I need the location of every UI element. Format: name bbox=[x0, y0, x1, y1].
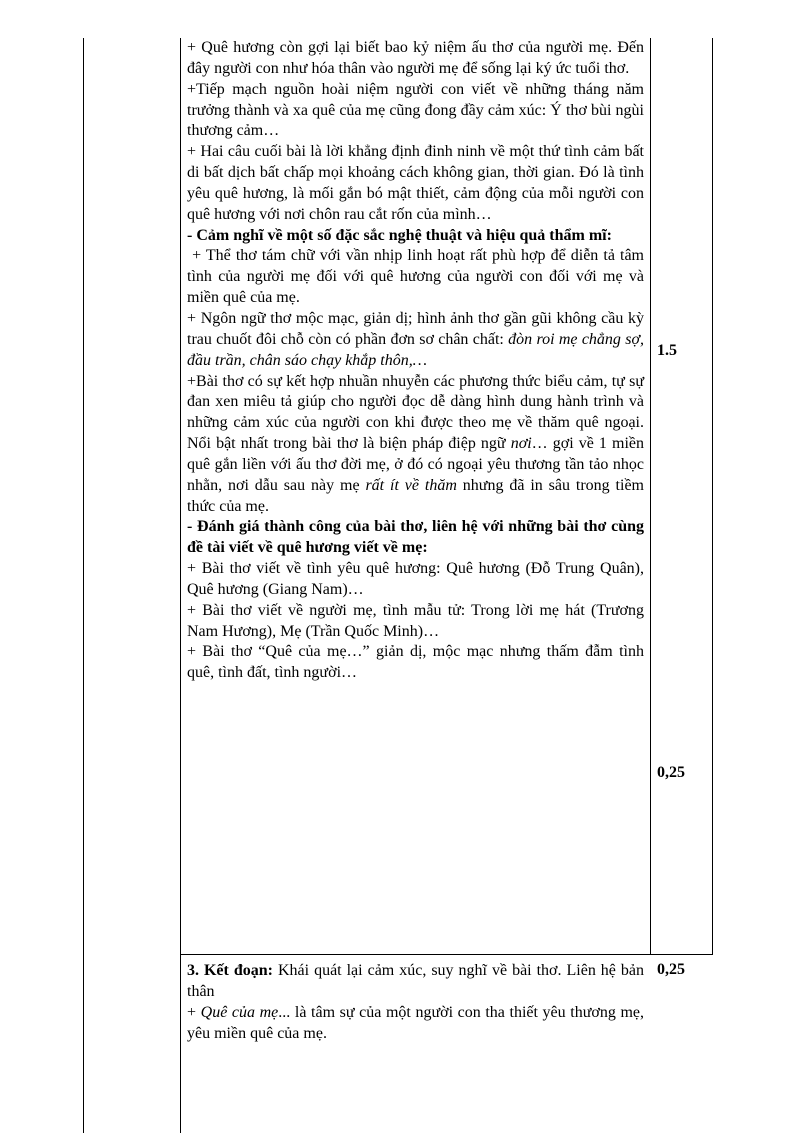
content-column-right-border bbox=[650, 38, 651, 954]
score-value: 1.5 bbox=[657, 342, 677, 359]
italic-phrase: rất ít về thăm bbox=[365, 476, 457, 494]
paragraph-text: + Ngôn ngữ thơ mộc mạc, giản dị; hình ảnh thơ gần gũi không cầu kỳ trau chuốt đôi chỗ còn có phần đơn sơ chân chất: bbox=[187, 309, 644, 348]
paragraph bbox=[187, 372, 644, 518]
paragraph-text: Khái quát lại cảm xúc, suy nghĩ về bài thơ. Liên hệ bản thân bbox=[187, 962, 645, 1000]
paragraph-text: ... là tâm sự của một người con tha thiết yêu thương mẹ, yêu miền quê của mẹ. bbox=[187, 1003, 645, 1042]
paragraph bbox=[187, 309, 644, 372]
section-heading bbox=[187, 517, 644, 559]
paragraph-text: nhưng đã in sâu trong tiềm thức của mẹ. bbox=[187, 476, 644, 515]
paragraph-text: +Bài thơ có sự kết hợp nhuần nhuyễn các phương thức biểu cảm, tự sự đan xen miêu tả giúp cho người đọc dễ dàng hình dung hành trình và những cảm xúc của người con khi được theo mẹ về thăm quê ngoại. Nổi bật nhất trong bài thơ là biện pháp điệp ngữ bbox=[187, 372, 644, 453]
paragraph-text: + bbox=[187, 1003, 201, 1021]
score-column-right-border bbox=[712, 38, 713, 954]
section-heading bbox=[187, 226, 644, 247]
content-cell bbox=[187, 38, 648, 684]
italic-title: Quê của mẹ bbox=[200, 1003, 279, 1021]
paragraph: + Hai câu cuối bài là lời khẳng định đinh ninh về một thứ tình cảm bất di bất dịch bất chấp mọi khoảng cách không gian, thời gian. Đó là tình yêu quê hương, là mối gắn bó mật thiết, cảm động của mỗi người con quê hương với nơi chôn rau cắt rốn của mình… bbox=[187, 143, 644, 223]
heading-text: - Cảm nghĩ về một số đặc sắc nghệ thuật và hiệu quả thẩm mĩ: bbox=[187, 226, 612, 244]
score-value: 0,25 bbox=[657, 961, 685, 978]
paragraph: + Thể thơ tám chữ với vần nhịp linh hoạt rất phù hợp để diễn tả tâm tình của người mẹ đối với quê hương của người con đối với mẹ và miền quê của mẹ. bbox=[187, 247, 648, 307]
conclusion-cell bbox=[187, 961, 644, 1044]
paragraph: + Bài thơ viết về người mẹ, tình mẫu tử: Trong lời mẹ hát (Trương Nam Hương), Mẹ (Trần Quốc Minh)… bbox=[187, 601, 644, 640]
heading-text: 3. Kết đoạn: bbox=[187, 962, 273, 979]
paragraph: +Tiếp mạch nguồn hoài niệm người con viết về những tháng năm trưởng thành và xa quê của mẹ cũng đong đầy cảm xúc: Ý thơ bùi ngùi thương cảm… bbox=[187, 80, 644, 140]
paragraph: + Bài thơ viết về tình yêu quê hương: Quê hương (Đỗ Trung Quân), Quê hương (Giang Nam)… bbox=[187, 560, 644, 598]
row-separator bbox=[180, 954, 713, 955]
italic-word: nơi bbox=[510, 435, 532, 453]
table-left-border bbox=[83, 38, 84, 1133]
score-value: 0,25 bbox=[657, 764, 685, 781]
paragraph bbox=[187, 1003, 644, 1045]
paragraph-text: … gợi về 1 miền quê gắn liền với ấu thơ đời mẹ, ở đó có ngoại yêu thương tần tảo nhọc nhằn, nơi dẫu sau này mẹ bbox=[187, 435, 645, 494]
table-column-divider bbox=[180, 38, 181, 1133]
heading-text: - Đánh giá thành công của bài thơ, liên hệ với những bài thơ cùng đề tài viết về quê hương viết về mẹ: bbox=[187, 518, 644, 557]
paragraph: + Bài thơ “Quê của mẹ…” giản dị, mộc mạc nhưng thấm đẫm tình quê, tình đất, tình người… bbox=[187, 643, 644, 682]
italic-quote: đòn roi mẹ chẳng sợ, đầu trần, chân sáo chạy khắp thôn,… bbox=[187, 330, 645, 369]
paragraph bbox=[187, 961, 644, 1003]
paragraph: + Quê hương còn gợi lại biết bao kỷ niệm ấu thơ của người mẹ. Đến đây người con như hóa thân vào người mẹ để sống lại ký ức tuổi thơ. bbox=[187, 39, 644, 77]
